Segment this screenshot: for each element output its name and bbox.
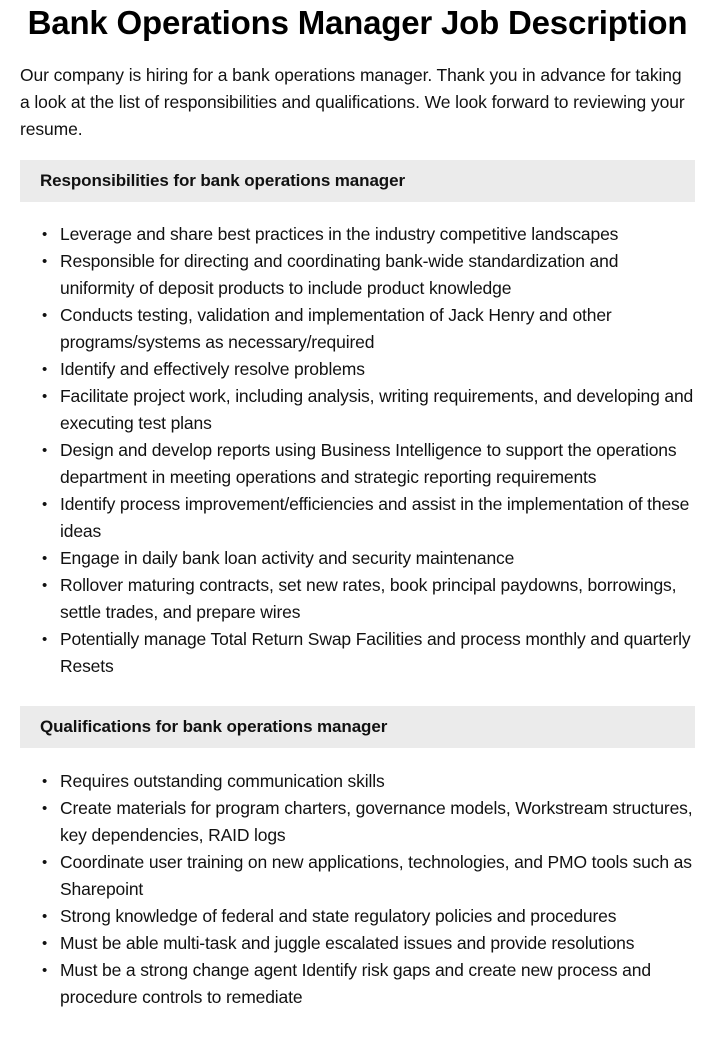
list-item: • Identify process improvement/efficiencies and assist in the implementation of these ideas [60, 491, 695, 545]
list-item: • Must be able multi-task and juggle escalated issues and provide resolutions [60, 930, 695, 957]
bullet-icon: • [42, 962, 48, 979]
bullet-icon: • [42, 550, 48, 567]
responsibilities-heading [20, 160, 695, 202]
bullet-icon: • [42, 773, 48, 790]
list-item: • Strong knowledge of federal and state regulatory policies and procedures [60, 903, 695, 930]
qualifications-heading-text: Qualifications for bank operations manager [40, 717, 388, 736]
bullet-icon: • [42, 442, 48, 459]
list-item: • Must be a strong change agent Identify risk gaps and create new process and procedure controls to remediate [60, 957, 695, 1011]
list-item: • Facilitate project work, including analysis, writing requirements, and developing and executing test plans [60, 383, 695, 437]
qualifications-heading [20, 706, 695, 748]
bullet-icon: • [42, 935, 48, 952]
bullet-icon: • [42, 226, 48, 243]
list-item: • Engage in daily bank loan activity and security maintenance [60, 545, 695, 572]
bullet-icon: • [42, 361, 48, 378]
bullet-icon: • [42, 388, 48, 405]
bullet-icon: • [42, 253, 48, 270]
bullet-icon: • [42, 908, 48, 925]
list-item: • Coordinate user training on new applications, technologies, and PMO tools such as Sharepoint [60, 849, 695, 903]
bullet-icon: • [42, 496, 48, 513]
list-item: • Responsible for directing and coordinating bank-wide standardization and uniformity of deposit products to include product knowledge [60, 248, 695, 302]
bullet-icon: • [42, 577, 48, 594]
list-item: • Design and develop reports using Business Intelligence to support the operations department in meeting operations and strategic reporting requirements [60, 437, 695, 491]
bullet-icon: • [42, 631, 48, 648]
intro-paragraph: Our company is hiring for a bank operations manager. Thank you in advance for taking a look at the list of responsibilities and qualifications. We look forward to reviewing your resume. [20, 65, 685, 139]
bullet-icon: • [42, 307, 48, 324]
list-item: • Identify and effectively resolve problems [60, 356, 695, 383]
page-title: Bank Operations Manager Job Description [27, 4, 688, 41]
list-item: • Potentially manage Total Return Swap Facilities and process monthly and quarterly Resets [60, 626, 695, 680]
list-item: • Leverage and share best practices in the industry competitive landscapes [60, 221, 695, 248]
list-item: • Rollover maturing contracts, set new rates, book principal paydowns, borrowings, settle trades, and prepare wires [60, 572, 695, 626]
bullet-icon: • [42, 800, 48, 817]
bullet-icon: • [42, 854, 48, 871]
responsibilities-heading-text: Responsibilities for bank operations manager [40, 171, 405, 190]
list-item: • Conducts testing, validation and implementation of Jack Henry and other programs/systems as necessary/required [60, 302, 695, 356]
list-item: • Requires outstanding communication skills [60, 768, 695, 795]
qualifications-list [20, 768, 695, 1011]
list-item: • Create materials for program charters, governance models, Workstream structures, key dependencies, RAID logs [60, 795, 695, 849]
responsibilities-list [20, 221, 695, 680]
